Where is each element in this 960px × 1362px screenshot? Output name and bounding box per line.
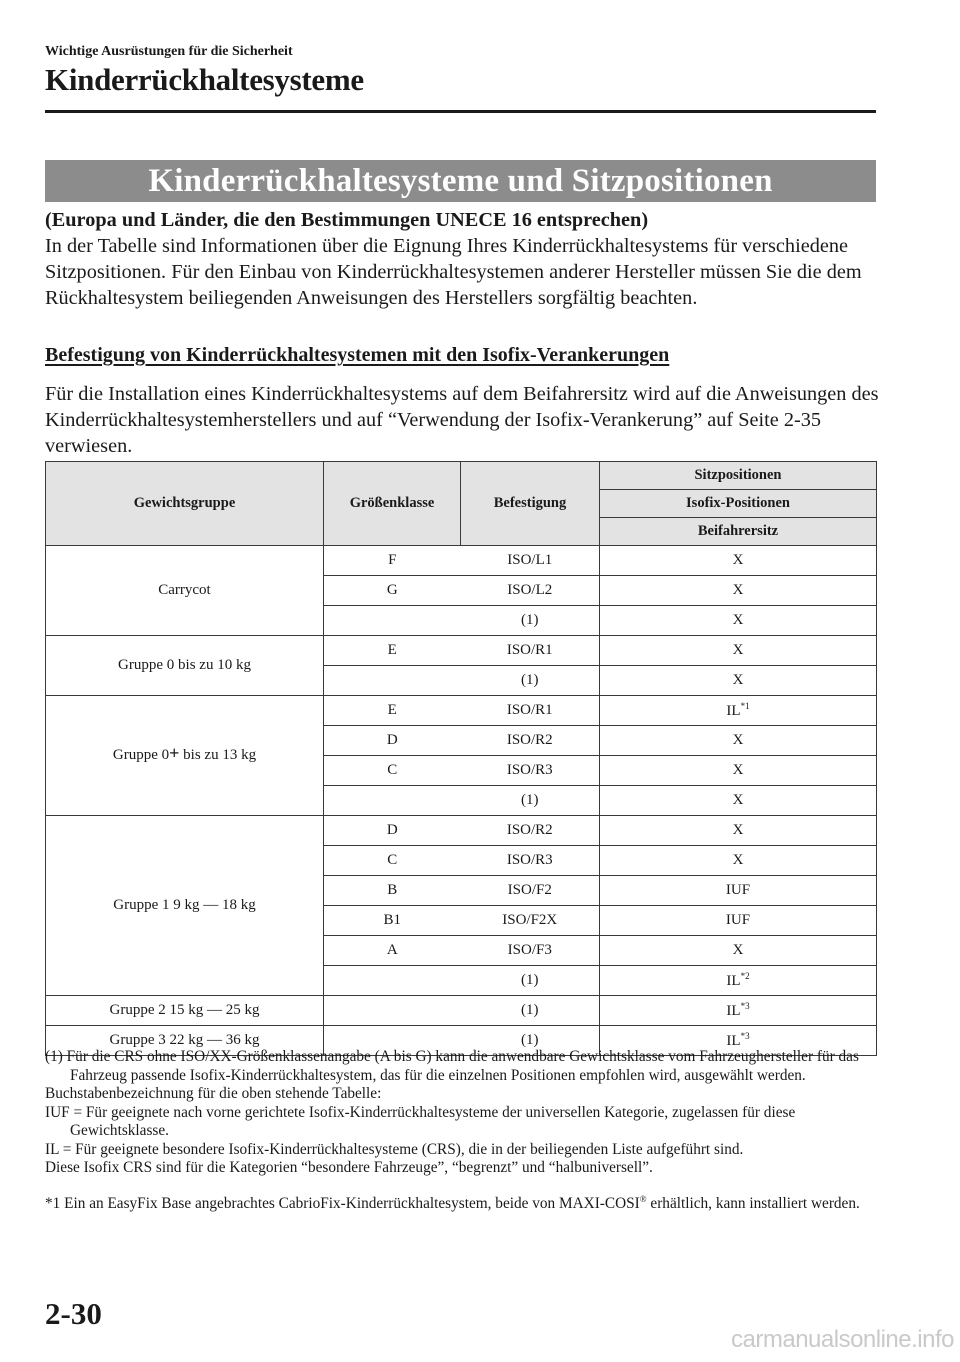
fixture-cell: ISO/F3 [461,936,600,966]
rating-text: IL [726,973,741,989]
note-1: (1) Für die CRS ohne ISO/XX-Größenklassenangabe (A bis G) kann die anwendbare Gewichtsklasse vom Fahrzeughersteller für das Fahrzeug passende Isofix-Kinderrückhaltesystem, das für die einzelnen Positionen empfohlen wird, ausgewählt werden. [45,1048,859,1084]
rating-cell: X [600,846,877,876]
header-fixture: Befestigung [461,462,600,546]
header-seating-positions: Sitzpositionen [600,462,877,490]
rating-text: IL [726,703,741,719]
rating-cell: X [600,666,877,696]
header-passenger-seat: Beifahrersitz [600,518,877,546]
size-class-cell: E [324,636,461,666]
fixture-cell: ISO/F2X [461,906,600,936]
size-class-cell: D [324,816,461,846]
section-banner: Kinderrückhaltesysteme und Sitzpositionen [45,160,876,202]
footnote-ref: *1 [740,701,750,711]
size-class-cell: F [324,546,461,576]
table-row [46,996,877,1026]
group-name-prefix: Gruppe 0 [112,747,170,763]
rating-cell [600,996,877,1026]
rating-cell: X [600,816,877,846]
fixture-cell: ISO/R3 [461,756,600,786]
footnote-ref: *3 [740,1031,750,1041]
plus-icon: + [169,743,180,763]
section-label: Wichtige Ausrüstungen für die Sicherheit [45,44,293,59]
rating-cell: IUF [600,876,877,906]
group-name-suffix: bis zu 13 kg [179,747,257,763]
fixture-cell: (1) [461,996,600,1026]
size-class-cell: A [324,936,461,966]
legend-iuf: IUF = Für geeignete nach vorne gerichtete Isofix-Kinderrückhaltesysteme der universellen Kategorie, zugelassen für diese Gewichtsklasse. [45,1103,796,1139]
size-class-cell: B [324,876,461,906]
rating-cell: IUF [600,906,877,936]
watermark: carmanualsonline.info [731,1326,954,1353]
size-class-cell: D [324,726,461,756]
fixture-cell: (1) [461,666,600,696]
rating-cell: X [600,636,877,666]
rating-cell: X [600,936,877,966]
weight-group-cell: Gruppe 1 9 kg — 18 kg [46,816,324,996]
size-class-cell [324,606,461,636]
footnote-ref: *3 [740,1001,750,1011]
fixture-cell: (1) [461,966,600,996]
rating-cell: X [600,786,877,816]
footnote-1-text: *1 Ein an EasyFix Base angebrachtes CabrioFix-Kinderrückhaltesystem, beide von MAXI-COSI [45,1194,640,1212]
footnote-ref: *2 [740,971,750,981]
registered-mark: ® [639,1193,647,1204]
header-size-class: Größenklasse [324,462,461,546]
table-row [46,816,877,846]
title-divider [45,110,876,113]
weight-group-cell [46,696,324,816]
header-weight-group: Gewichtsgruppe [46,462,324,546]
table-row [46,696,877,726]
fixture-cell: ISO/R2 [461,726,600,756]
rating-cell: X [600,726,877,756]
intro-block [45,207,880,311]
legend-il-categories: Diese Isofix CRS sind für die Kategorien “besondere Fahrzeuge”, “begrenzt” und “halbuniversell”. [45,1159,653,1176]
size-class-cell [324,666,461,696]
chapter-title: Kinderrückhaltesysteme [45,62,364,97]
region-heading: (Europa und Länder, die den Bestimmungen UNECE 16 entsprechen) [45,209,649,231]
isofix-text: Für die Installation eines Kinderrückhaltesystems auf dem Beifahrersitz wird auf die Anweisungen des Kinderrückhaltesystemherstellers und auf “Verwendung der Isofix-Verankerung” auf Seite 2-35 verwiesen. [45,383,879,457]
size-class-cell: G [324,576,461,606]
fixture-cell: ISO/R1 [461,636,600,666]
size-class-cell [324,786,461,816]
fixture-cell: ISO/R3 [461,846,600,876]
legend-title: Buchstabenbezeichnung für die oben stehende Tabelle: [45,1085,382,1102]
size-class-cell [324,996,461,1026]
page-number: 2-30 [45,1296,102,1331]
fixture-cell: ISO/F2 [461,876,600,906]
weight-group-cell: Gruppe 2 15 kg — 25 kg [46,996,324,1026]
legend-il: IL = Für geeignete besondere Isofix-Kinderrückhaltesysteme (CRS), die in der beiliegenden Liste aufgeführt sind. [45,1140,744,1158]
rating-cell [600,966,877,996]
size-class-cell [324,966,461,996]
seating-position-table [45,461,877,1056]
weight-group-cell: Gruppe 3 22 kg — 36 kg [46,1026,324,1056]
size-class-cell: E [324,696,461,726]
header-isofix-positions: Isofix-Positionen [600,490,877,518]
fixture-cell: (1) [461,1026,600,1056]
table-row [46,546,877,576]
fixture-cell: ISO/L2 [461,576,600,606]
fixture-cell: (1) [461,786,600,816]
fixture-cell: ISO/L1 [461,546,600,576]
intro-text: In der Tabelle sind Informationen über die Eignung Ihres Kinderrückhaltesystems für verschiedene Sitzpositionen. Für den Einbau von Kinderrückhaltesystemen anderer Hersteller müssen Sie die dem Rückhaltesystem beiliegenden Anweisungen des Herstellers sorgfältig beachten. [45,235,862,309]
rating-cell: X [600,576,877,606]
table-row [46,636,877,666]
size-class-cell: C [324,756,461,786]
rating-cell: X [600,606,877,636]
rating-cell [600,696,877,726]
rating-cell: X [600,756,877,786]
footnote-1 [45,1190,875,1214]
fixture-cell: ISO/R2 [461,816,600,846]
rating-cell: X [600,546,877,576]
size-class-cell: B1 [324,906,461,936]
size-class-cell: C [324,846,461,876]
isofix-heading: Befestigung von Kinderrückhaltesystemen mit den Isofix-Verankerungen [45,344,670,366]
weight-group-cell: Gruppe 0 bis zu 10 kg [46,636,324,696]
weight-group-cell: Carrycot [46,546,324,636]
fixture-cell: (1) [461,606,600,636]
footnote-1-text-end: erhältlich, kann installiert werden. [646,1194,860,1212]
table-notes [45,1048,875,1213]
rating-text: IL [726,1003,741,1019]
rating-text: IL [726,1033,741,1049]
fixture-cell: ISO/R1 [461,696,600,726]
